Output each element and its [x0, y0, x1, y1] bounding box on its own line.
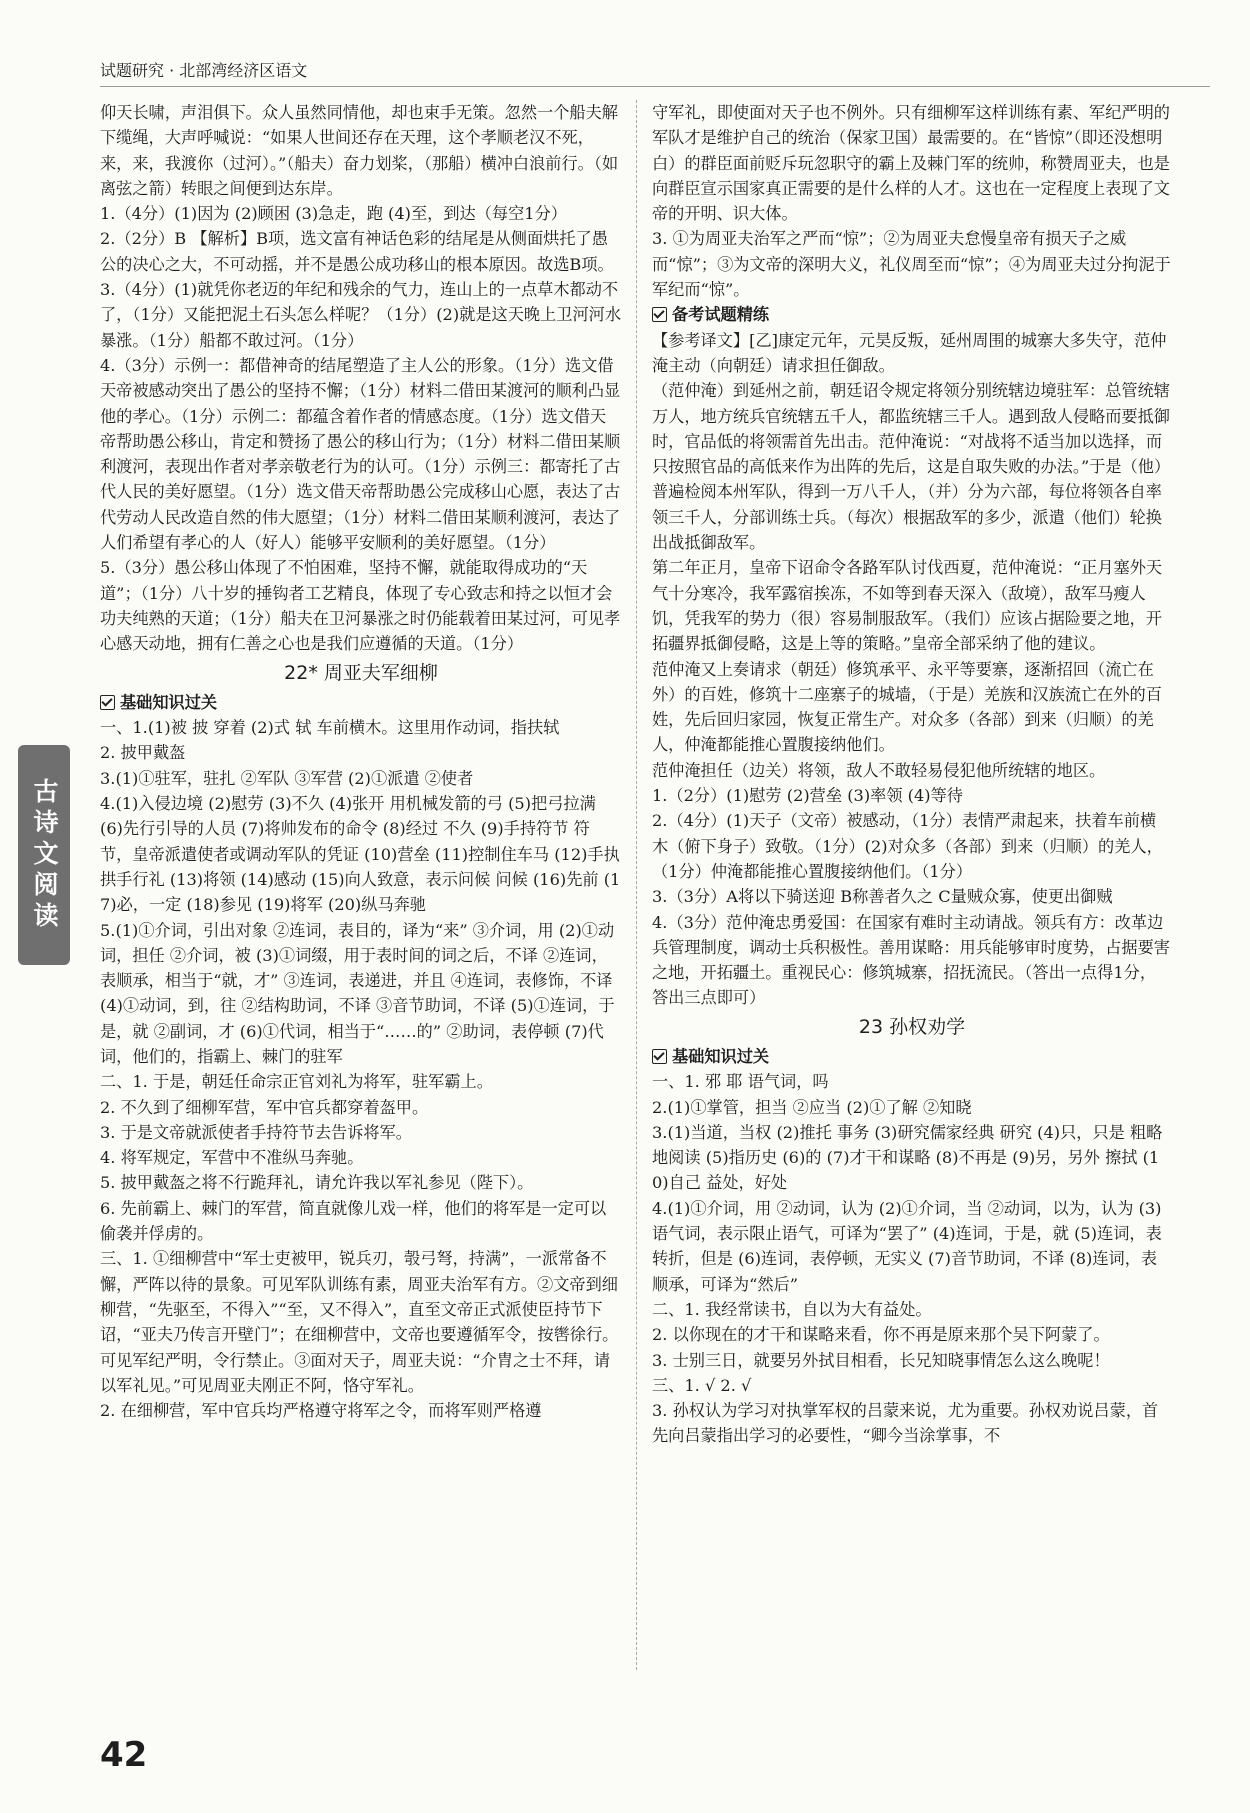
section-heading-text: 基础知识过关 — [120, 692, 218, 712]
answer-paragraph: 2. 不久到了细柳军营，军中官兵都穿着盔甲。 — [100, 1097, 429, 1117]
answer-paragraph: 3. 孙权认为学习对执掌军权的吕蒙来说，尤为重要。孙权劝说吕蒙，首先向吕蒙指出学习的必要性，“卿今当涂掌事，不 — [652, 1401, 1159, 1446]
answer-paragraph: 6. 先前霸上、棘门的军营，简直就像儿戏一样，他们的将军是一定可以偷袭并俘虏的。 — [100, 1198, 607, 1244]
answer-paragraph: 2. 在细柳营，军中官兵均严格遵守将军之令，而将军则严格遵 — [100, 1401, 542, 1421]
answer-paragraph: 3.(1)当道，当权 (2)推托 事务 (3)研究儒家经典 研究 (4)只，只是 粗略地阅读 (5)指历史 (6)的 (7)才干和谋略 (8)不再是 (9)另，另外 擦拭 (10)自己 益处，好处 — [652, 1122, 1163, 1193]
answer-paragraph: 范仲淹担任（边关）将领，敌人不敢轻易侵犯他所统辖的地区。 — [652, 760, 1106, 780]
section-heading — [652, 302, 1172, 327]
answer-paragraph: 一、1.(1)被 披 穿着 (2)式 轼 车前横木。这里用作动词，指扶轼 — [100, 718, 560, 738]
section-heading — [100, 690, 622, 715]
answer-paragraph: 第二年正月，皇帝下诏命令各路军队讨伐西夏，范仲淹说：“正月塞外天气十分寒冷，我军露宿挨冻，不如等到春天深入（敌境），敌军马瘦人饥，凭我军的势力（很）容易制服敌军。（我们）应该占据险要之地，开拓疆界抵御侵略，这是上等的策略。”皇帝全部采纳了他的建议。 — [652, 558, 1163, 654]
lesson-title: 22* 周亚夫军细柳 — [284, 661, 438, 684]
answer-paragraph: 二、1. 于是，朝廷任命宗正官刘礼为将军，驻军霸上。 — [100, 1072, 493, 1092]
answer-paragraph: 4.（3分）示例一：都借神奇的结尾塑造了主人公的形象。（1分）选文借天帝被感动突出了愚公的坚持不懈；（1分）材料二借田某渡河的顺利凸显他的孝心。（1分）示例二：都蕴含着作者的情感态度。（1分）选文借天帝帮助愚公移山，肯定和赞扬了愚公的移山行为；（1分）材料二借田某顺利渡河，表现出作者对孝亲敬老行为的认可。（1分）示例三：都寄托了古代人民的美好愿望。（1分）选文借天帝帮助愚公完成移山心愿，表达了古代劳动人民改造自然的伟大愿望；（1分）材料二借田某顺利渡河，表达了人们希望有孝心的人（好人）能够平安顺利的美好愿望。（1分） — [100, 355, 621, 553]
answer-paragraph: 3. ①为周亚夫治军之严而“惊”；②为周亚夫怠慢皇帝有损天子之威而“惊”；③为文帝的深明大义，礼仪周至而“惊”；④为周亚夫过分拘泥于军纪而“惊”。 — [652, 229, 1171, 300]
answer-paragraph: 3. 士别三日，就要另外拭目相看，长兄知晓事情怎么这么晚呢！ — [652, 1350, 1110, 1370]
answer-paragraph: 5.(1)①介词，引出对象 ②连词，表目的，译为“来” ③介词，用 (2)①动词，担任 ②介词，被 (3)①词缀，用于表时间的词之后，不译 ②连词，表顺承，相当于“就，才” ③连词，表递进，并且 ④连词，表修饰，不译 (4)①动词，到，往 ②结构助词，不译 ③音节助词，不译 (5)①连词，于是，就 ②副词，才 (6)①代词，相当于“……的” ②助词，表停顿 (7)代词，他们的，指霸上、棘门的驻军 — [100, 920, 615, 1066]
page-header: 试题研究 · 北部湾经济区语文 — [100, 61, 308, 80]
answer-paragraph: 4. 将军规定，军营中不准纵马奔驰。 — [100, 1148, 364, 1168]
answer-paragraph: 【参考译文】[乙]康定元年，元昊反叛，延州周围的城寨大多失守，范仲淹主动（向朝廷）请求担任御敌。 — [652, 330, 1167, 375]
column-divider — [636, 100, 637, 1670]
answer-paragraph: 1.（4分）(1)因为 (2)顾困 (3)急走，跑 (4)至，到达（每空1分） — [100, 204, 567, 224]
answer-paragraph: 三、1. ①细柳营中“军士吏被甲，锐兵刃，彀弓弩，持满”，一派常备不懈，严阵以待的景象。可见军队训练有素，周亚夫治军有方。②文帝到细柳营，“先驱至，不得入”“至，又不得入”，直至文帝正式派使臣持节下诏，“亚夫乃传言开壁门”；在细柳营中，文帝也要遵循军令，按辔徐行。可见军纪严明，令行禁止。③面对天子，周亚夫说：“介胄之士不拜，请以军礼见。”可见周亚夫刚正不阿，恪守军礼。 — [100, 1249, 619, 1395]
answer-paragraph: 2. 以你现在的才干和谋略来看，你不再是原来那个吴下阿蒙了。 — [652, 1325, 1110, 1345]
answer-paragraph: （范仲淹）到延州之前，朝廷诏令规定将领分别统辖边境驻军：总管统辖万人，地方统兵官统辖五千人，都监统辖三千人。遇到敌人侵略而要抵御时，官品低的将领需首先出击。范仲淹说：“对战将不适当加以选择，而只按照官品的高低来作为出阵的先后，这是自取失败的办法。”于是（他）普遍检阅本州军队，得到一万八千人，（并）分为六部，每位将领各自率领三千人，分部训练士兵。（每次）根据敌军的多少，派遣（他们）轮换出战抵御敌军。 — [652, 381, 1171, 553]
answer-paragraph: 二、1. 我经常读书，自以为大有益处。 — [652, 1299, 932, 1319]
answer-paragraph: 仰天长啸，声泪俱下。众人虽然同情他，却也束手无策。忽然一个船夫解下缆绳，大声呼喊说：“如果人世间还存在天理，这个孝顺老汉不死，来，来，我渡你（过河）。”（船夫）奋力划桨，（那船）横冲白浪前行。（如离弦之箭）转眼之间便到达东岸。 — [100, 103, 619, 198]
answer-paragraph: 2.（4分）(1)天子（文帝）被感动，（1分）表情严肃起来，扶着车前横木（俯下身子）致敬。（1分）(2)对众多（各部）到来（归顺）的羌人，（1分）仲淹都能推心置腹接纳他们。（1分） — [652, 811, 1163, 881]
answer-paragraph: 2.（2分）B 【解析】B项，选文富有神话色彩的结尾是从侧面烘托了愚公的决心之大，不可动摇，并不是愚公成功移山的根本原因。故选B项。 — [100, 229, 614, 274]
section-heading — [652, 1044, 1172, 1069]
answer-paragraph: 4.(1)①介词，用 ②动词，认为 (2)①介词，当 ②动词，以为，认为 (3)语气词，表示限止语气，可译为“罢了” (4)连词，于是，就 (5)连词，表转折，但是 (6)连词，表停顿，无实义 (7)音节助词，不译 (8)连词，表顺承，可译为“然后” — [652, 1198, 1162, 1294]
checkbox-icon — [100, 695, 115, 710]
page-number: 42 — [100, 1735, 148, 1775]
answer-paragraph: 5. 披甲戴盔之将不行跪拜礼，请允许我以军礼参见（陛下）。 — [100, 1173, 534, 1193]
answer-paragraph: 三、1. √ 2. √ — [652, 1375, 752, 1395]
lesson-title: 23 孙权劝学 — [858, 1015, 966, 1038]
left-column — [100, 100, 622, 1423]
answer-paragraph: 守军礼，即使面对天子也不例外。只有细柳军这样训练有素、军纪严明的军队才是维护自己的统治（保家卫国）最需要的。在“皆惊”（即还没想明白）的群臣面前贬斥玩忽职守的霸上及棘门军的统帅，称赞周亚夫，也是向群臣宣示国家真正需要的是什么样的人才。这也在一定程度上表现了文帝的开明、识大体。 — [652, 103, 1170, 224]
answer-paragraph: 3.（3分）A将以下骑送迎 B称善者久之 C量贼众寡，使更出御贼 — [652, 887, 1113, 907]
answer-paragraph: 范仲淹又上奏请求（朝廷）修筑承平、永平等要寨，逐渐招回（流亡在外）的百姓，修筑十二座寨子的城墙，（于是）羌族和汉族流亡在外的百姓，先后回归家园，恢复正常生产。对众多（各部）到来（归顺）的羌人，仲淹都能推心置腹接纳他们。 — [652, 659, 1162, 755]
answer-paragraph: 2. 披甲戴盔 — [100, 743, 186, 763]
right-column — [652, 100, 1172, 1449]
checkbox-icon — [652, 307, 667, 322]
answer-paragraph: 5.（3分）愚公移山体现了不怕困难，坚持不懈，就能取得成功的“天道”；（1分）八十岁的捶钩者工艺精良，体现了专心致志和持之以恒才会功夫纯熟的天道；（1分）船夫在卫河暴涨之时仍能载着田某过河，可见孝心感天动地，拥有仁善之心也是我们应遵循的天道。（1分） — [100, 558, 621, 654]
checkbox-icon — [652, 1049, 667, 1064]
side-tab-label: 古诗文阅读 — [30, 777, 59, 933]
answer-paragraph: 3. 于是文帝就派使者手持符节去告诉将军。 — [100, 1122, 412, 1142]
answer-paragraph: 3.（4分）(1)就凭你老迈的年纪和残余的气力，连山上的一点草木都动不了，（1分）又能把泥土石头怎么样呢？（1分）(2)就是这天晚上卫河河水暴涨。（1分）船都不敢过河。（1分） — [100, 280, 622, 350]
section-side-tab — [18, 745, 70, 965]
answer-paragraph: 3.(1)①驻军，驻扎 ②军队 ③军营 (2)①派遣 ②使者 — [100, 768, 474, 788]
section-heading-text: 备考试题精练 — [672, 305, 770, 325]
answer-paragraph: 4.(1)入侵边境 (2)慰劳 (3)不久 (4)张开 用机械发箭的弓 (5)把弓拉满 (6)先行引导的人员 (7)将帅发布的命令 (8)经过 不久 (9)手持符节 符节，皇帝派遣使者或调动军队的凭证 (10)营垒 (11)控制住车马 (12)手执 拱手行礼 (13)将领 (14)感动 (15)向人致意，表示问候 问候 (16)先前 (17)必，一定 (18)参见 (19)将军 (20)纵马奔驰 — [100, 794, 621, 915]
answer-paragraph: 1.（2分）(1)慰劳 (2)营垒 (3)率领 (4)等待 — [652, 786, 963, 806]
answer-paragraph: 4.（3分）范仲淹忠勇爱国：在国家有难时主动请战。领兵有方：改革边兵管理制度，调动士兵积极性。善用谋略：用兵能够审时度势，占据要害之地，开拓疆土。重视民心：修筑城寨，招抚流民。（答出一点得1分，答出三点即可） — [652, 912, 1170, 1008]
header-rule — [100, 86, 1210, 87]
section-heading-text: 基础知识过关 — [672, 1046, 770, 1066]
answer-paragraph: 2.(1)①掌管，担当 ②应当 (2)①了解 ②知晓 — [652, 1097, 972, 1117]
answer-paragraph: 一、1. 邪 耶 语气词，吗 — [652, 1072, 829, 1092]
